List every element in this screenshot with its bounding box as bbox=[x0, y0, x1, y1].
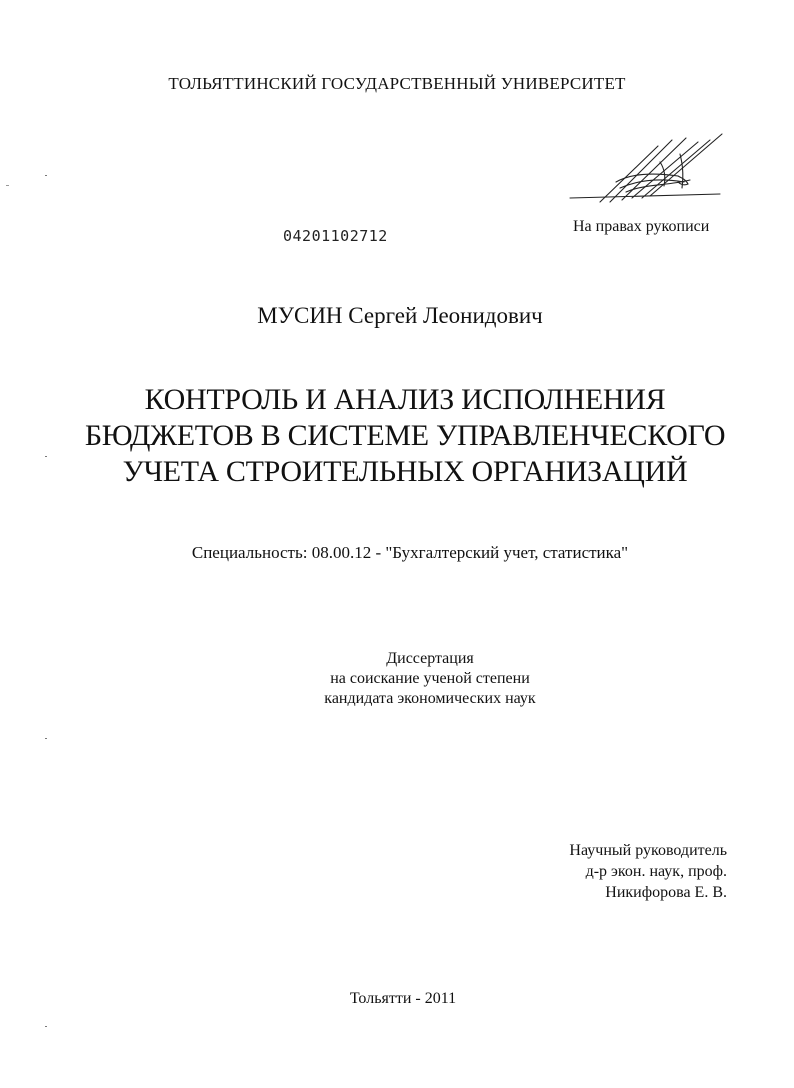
scan-speck bbox=[45, 1026, 47, 1027]
supervisor-block bbox=[520, 840, 727, 903]
author-name: МУСИН Сергей Леонидович bbox=[257, 303, 543, 328]
degree-line: кандидата экономических наук bbox=[324, 690, 536, 707]
supervisor-line: д-р экон. наук, проф. bbox=[585, 863, 727, 880]
scan-speck bbox=[6, 185, 9, 186]
scan-speck bbox=[45, 456, 47, 457]
signature bbox=[560, 132, 730, 212]
scan-speck bbox=[45, 738, 47, 739]
degree-line: Диссертация bbox=[386, 650, 474, 667]
scan-speck bbox=[45, 175, 47, 176]
city-year: Тольятти - 2011 bbox=[349, 990, 457, 1007]
degree-line: на соискание ученой степени bbox=[330, 670, 530, 687]
title-line: КОНТРОЛЬ И АНАЛИЗ ИСПОЛНЕНИЯ bbox=[144, 383, 666, 416]
dissertation-title bbox=[0, 382, 794, 490]
supervisor-line: Научный руководитель bbox=[569, 842, 727, 859]
supervisor-line: Никифорова Е. В. bbox=[605, 884, 727, 901]
degree-block bbox=[0, 649, 794, 709]
specialty: Специальность: 08.00.12 - "Бухгалтерский учет, статистика" bbox=[191, 543, 629, 562]
title-line: УЧЕТА СТРОИТЕЛЬНЫХ ОРГАНИЗАЦИЙ bbox=[122, 455, 688, 488]
manuscript-note: На правах рукописи bbox=[573, 218, 710, 235]
document-number: 04201102712 bbox=[283, 227, 388, 245]
title-line: БЮДЖЕТОВ В СИСТЕМЕ УПРАВЛЕНЧЕСКОГО bbox=[84, 419, 726, 452]
university-name: ТОЛЬЯТТИНСКИЙ ГОСУДАРСТВЕННЫЙ УНИВЕРСИТЕТ bbox=[168, 74, 626, 93]
